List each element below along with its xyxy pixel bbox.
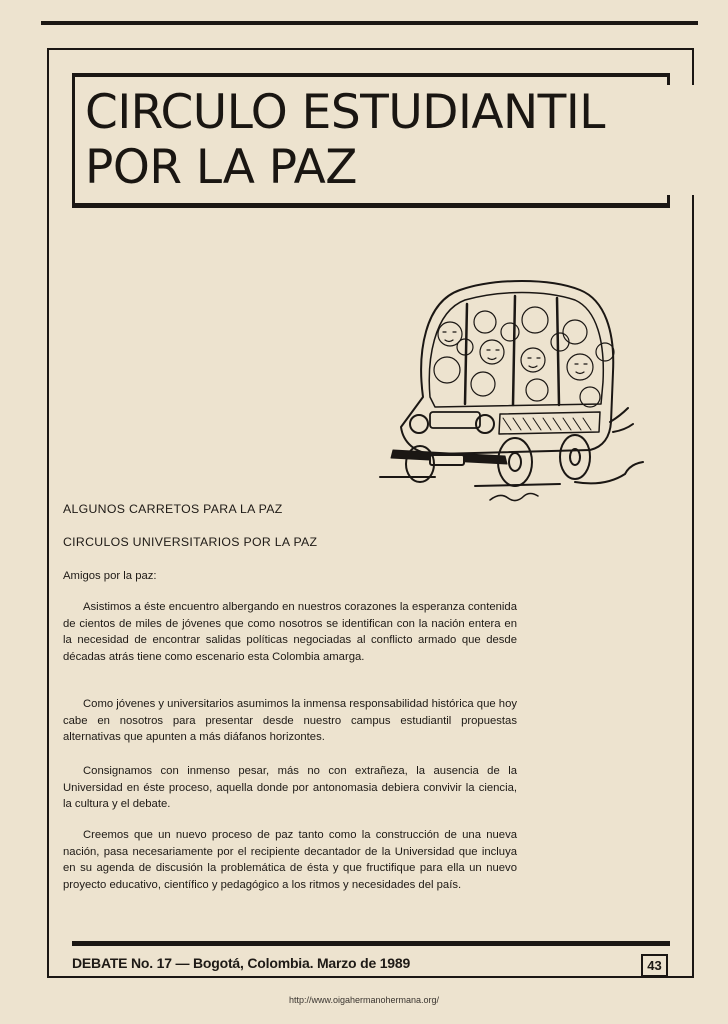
paragraph-3: Consignamos con inmenso pesar, más no con extrañeza, la ausencia de la Universidad en éste proceso, aquella donde por antonomasia debiera convivir la ciencia, la cultura y el debate.: [63, 765, 517, 810]
page-title: [85, 85, 709, 195]
publication-footer: DEBATE No. 17 — Bogotá, Colombia. Marzo de 1989: [72, 955, 411, 971]
top-rule: [41, 21, 698, 25]
title-line-2: POR LA PAZ: [85, 140, 357, 195]
paragraph-1: Asistimos a éste encuentro albergando en nuestros corazones la esperanza contenida de cientos de miles de jóvenes que como nosotros se identifican con la nación entera en la necesidad de encontrar salidas políticas negociadas al conflicto armado que desde décadas atrás tiene como escenario esta Colombia amarga.: [63, 601, 517, 663]
footer-rule: [72, 941, 670, 946]
paragraph-4: Creemos que un nuevo proceso de paz tanto como la construcción de una nueva nación, pasa necesariamente por el recipiente decantador de la Universidad que incluya en su agenda de discusión la problemática de ésta y que fructifique para ella un nuevo proyecto educativo, científico y pedagógico a los ritmos y necesidades del país.: [63, 829, 517, 891]
bus-cartoon-illustration: [375, 272, 650, 512]
article-heading-1: ALGUNOS CARRETOS PARA LA PAZ: [63, 502, 283, 516]
source-url: http://www.oigahermanohermana.org/: [288, 995, 440, 1005]
page-number: 43: [641, 954, 668, 977]
title-line-1: CIRCULO ESTUDIANTIL: [85, 85, 605, 140]
greeting: Amigos por la paz:: [63, 570, 157, 582]
article-heading-2: CIRCULOS UNIVERSITARIOS POR LA PAZ: [63, 535, 318, 549]
paragraph-2: Como jóvenes y universitarios asumimos la inmensa responsabilidad histórica que hoy cabe en nosotros para presentar desde nuestro campus estudiantil propuestas alternativas que apunten a más diáfanos horizontes.: [63, 698, 517, 743]
